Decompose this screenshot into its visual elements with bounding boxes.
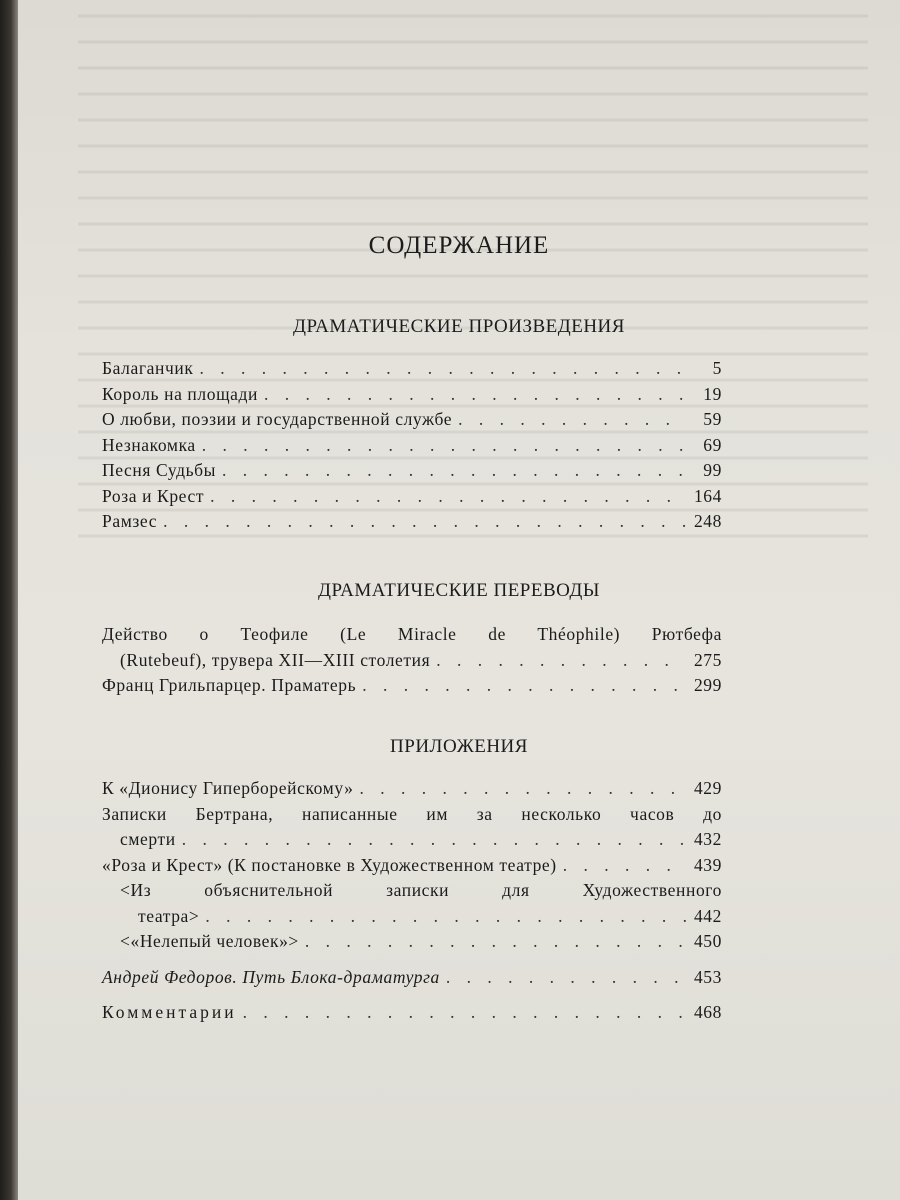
dot-leader	[243, 1000, 686, 1026]
toc-entry-page: 99	[703, 460, 722, 480]
toc-entry-page: 442	[693, 905, 722, 926]
toc-entry	[102, 853, 722, 879]
dot-leader	[436, 648, 686, 674]
toc-entry-page: 453	[693, 966, 722, 987]
toc-entry-title: Король на площади	[102, 383, 258, 404]
toc-entry	[102, 382, 722, 408]
spacer	[102, 990, 722, 1000]
toc-entry	[102, 965, 722, 991]
toc-entry-title: Андрей Федоров. Путь Блока-драматурга	[102, 966, 440, 987]
toc-entry	[102, 776, 722, 802]
toc-entry	[102, 484, 722, 510]
dot-leader	[362, 673, 686, 699]
toc-entry	[102, 648, 722, 674]
toc-entry-title-line-1: Действо о Теофиле (Le Miracle de Théophile) Рютбефа	[102, 624, 722, 644]
section-heading-appendix: ПРИЛОЖЕНИЯ	[390, 736, 528, 757]
toc-entry-title: Роза и Крест	[102, 485, 205, 506]
toc-entry	[102, 1000, 722, 1026]
toc-entry-page: 275	[693, 649, 722, 670]
section-heading-translations: ДРАМАТИЧЕСКИЕ ПЕРЕВОДЫ	[318, 580, 600, 601]
toc-entry-page: 164	[693, 485, 722, 506]
toc-entry-page: 5	[712, 358, 722, 378]
dot-leader	[563, 853, 686, 879]
toc-entry	[102, 509, 722, 535]
toc-entry-title: К «Дионису Гиперборейскому»	[102, 778, 354, 798]
toc-entry-page: 19	[703, 383, 722, 404]
toc-entry-title-line-2: театра>	[138, 905, 200, 926]
toc-dramatic-works	[102, 356, 722, 535]
toc-entry	[102, 904, 722, 930]
book-spine-shadow	[0, 0, 18, 1200]
toc-entry-page: 248	[693, 511, 722, 531]
toc-entry-page: 468	[693, 1002, 722, 1022]
toc-appendix	[102, 776, 722, 1026]
dot-leader	[205, 904, 686, 930]
toc-entry-title: Франц Грильпарцер. Праматерь	[102, 675, 357, 695]
toc-entry-page: 69	[703, 434, 722, 455]
dot-leader	[305, 929, 686, 955]
toc-entry-page: 299	[693, 675, 722, 695]
toc-entry	[102, 458, 722, 484]
dot-leader	[210, 484, 686, 510]
book-page	[18, 0, 900, 1200]
dot-leader	[222, 458, 686, 484]
toc-entry-title-line-1: Записки Бертрана, написанные им за несколько часов до	[102, 803, 722, 824]
toc-entry-title: «Роза и Крест» (К постановке в Художественном театре)	[102, 854, 557, 875]
page-title: СОДЕРЖАНИЕ	[368, 232, 550, 259]
dot-leader	[446, 965, 686, 991]
toc-entry-page: 429	[693, 778, 722, 798]
dot-leader	[199, 356, 686, 382]
toc-entry-title: О любви, поэзии и государственной службе	[102, 409, 453, 429]
spacer	[102, 955, 722, 965]
toc-translations	[102, 622, 722, 699]
toc-entry-page: 450	[693, 931, 722, 951]
toc-entry-title: <«Нелепый человек»>	[120, 931, 299, 951]
toc-entry-title: Незнакомка	[102, 434, 196, 455]
toc-entry	[102, 673, 722, 699]
toc-entry-title-line-2: смерти	[120, 829, 176, 849]
toc-entry	[102, 356, 722, 382]
section-heading-dramatic-works: ДРАМАТИЧЕСКИЕ ПРОИЗВЕДЕНИЯ	[293, 316, 625, 337]
dot-leader	[264, 382, 686, 408]
toc-entry	[102, 827, 722, 853]
dot-leader	[163, 509, 686, 535]
toc-entry-page: 432	[693, 829, 722, 849]
toc-entry	[102, 929, 722, 955]
toc-entry	[102, 407, 722, 433]
toc-entry-title-line-2: (Rutebeuf), трувера XII—XIII столетия	[120, 649, 431, 670]
dot-leader	[359, 776, 686, 802]
toc-entry-page: 59	[703, 409, 722, 429]
toc-entry-title: Комментарии	[102, 1002, 237, 1022]
dot-leader	[458, 407, 686, 433]
toc-entry-title-line-1: <Из объяснительной записки для Художественного	[120, 880, 722, 900]
toc-entry-page: 439	[693, 854, 722, 875]
dot-leader	[202, 433, 686, 459]
dot-leader	[182, 827, 686, 853]
toc-entry	[102, 433, 722, 459]
toc-entry-title: Балаганчик	[102, 358, 194, 378]
toc-entry-title: Рамзес	[102, 511, 158, 531]
toc-entry-title: Песня Судьбы	[102, 460, 217, 480]
